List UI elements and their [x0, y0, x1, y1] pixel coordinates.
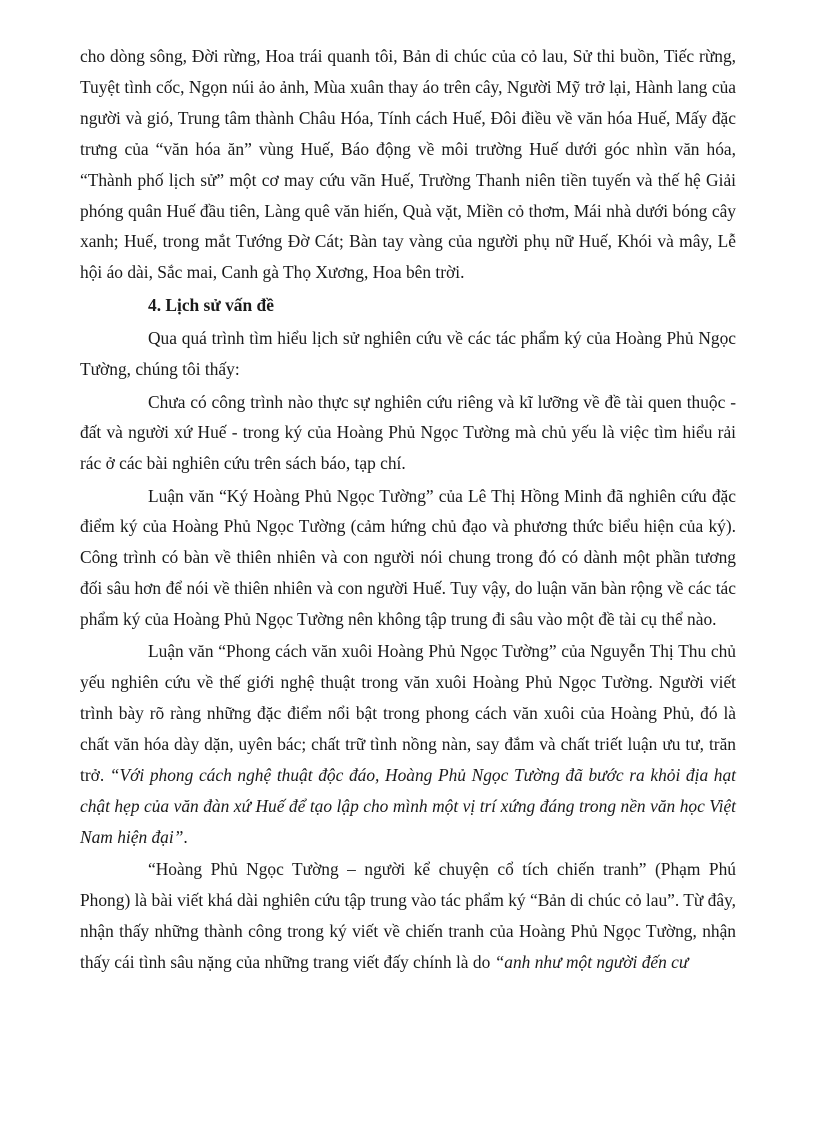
document-body [80, 41, 736, 979]
paragraph-3: Luận văn “Ký Hoàng Phủ Ngọc Tường” của Lê Thị Hồng Minh đã nghiên cứu đặc điểm ký của Hoàng Phủ Ngọc Tường (cảm hứng chủ đạo và phương thức biểu hiện của ký). Công trình có bàn về thiên nhiên và con người nói chung trong đó có dành một phần tương đối sâu hơn để nói về thiên nhiên và con người Huế. Tuy vậy, do luận văn bàn rộng về các tác phẩm ký của Hoàng Phủ Ngọc Tường nên không tập trung đi sâu vào một đề tài cụ thể nào. [80, 485, 736, 630]
paragraph-5 [80, 854, 736, 978]
paragraph-4-end: . [183, 826, 188, 847]
paragraph-4-quote: “Với phong cách nghệ thuật độc đáo, Hoàng Phủ Ngọc Tường đã bước ra khỏi địa hạt chật hẹp của văn đàn xứ Huế để tạo lập cho mình một vị trí xứng đáng trong nền văn học Việt Nam hiện đại” [80, 765, 736, 847]
section-heading: 4. Lịch sử vấn đề [148, 294, 274, 315]
paragraph-5-text: “Hoàng Phủ Ngọc Tường – người kể chuyện cổ tích chiến tranh” (Phạm Phú Phong) là bài viết khá dài nghiên cứu tập trung vào tác phẩm ký “Bản di chúc cỏ lau”. Từ đây, nhận thấy những thành công trong ký viết về chiến tranh của Hoàng Phủ Ngọc Tường, nhận thấy cái tình sâu nặng của những trang viết đấy chính là do [80, 859, 736, 972]
paragraph-2: Chưa có công trình nào thực sự nghiên cứu riêng và kĩ lưỡng về đề tài quen thuộc - đất và người xứ Huế - trong ký của Hoàng Phủ Ngọc Tường mà chủ yếu là việc tìm hiểu rải rác ở các bài nghiên cứu trên sách báo, tạp chí. [80, 391, 736, 474]
paragraph-intro: cho dòng sông, Đời rừng, Hoa trái quanh tôi, Bản di chúc của cỏ lau, Sử thi buồn, Tiếc rừng, Tuyệt tình cốc, Ngọn núi ảo ảnh, Mùa xuân thay áo trên cây, Người Mỹ trở lại, Hành lang của người và gió, Trung tâm thành Châu Hóa, Tính cách Huế, Đôi điều về văn hóa Huế, Mấy đặc trưng của “văn hóa ăn” vùng Huế, Báo động về môi trường Huế dưới góc nhìn văn hóa, “Thành phố lịch sử” một cơ may cứu vãn Huế, Trường Thanh niên tiền tuyến và thế hệ Giải phóng quân Huế đầu tiên, Làng quê văn hiến, Quà vặt, Miền cỏ thơm, Mái nhà dưới bóng cây xanh; Huế, trong mắt Tướng Đờ Cát; Bàn tay vàng của người phụ nữ Huế, Khói và mây, Lễ hội áo dài, Sắc mai, Canh gà Thọ Xương, Hoa bên trời. [80, 46, 736, 283]
paragraph-4-text: Luận văn “Phong cách văn xuôi Hoàng Phủ Ngọc Tường” của Nguyễn Thị Thu chủ yếu nghiên cứu về thế giới nghệ thuật trong văn xuôi Hoàng Phủ Ngọc Tường. Người viết trình bày rõ ràng những đặc điểm nổi bật trong phong cách văn xuôi của Hoàng Phủ, đó là chất văn hóa dày dặn, uyên bác; chất trữ tình nồng nàn, say đắm và chất triết luận ưu tư, trăn trở. [80, 641, 736, 786]
paragraph-5-quote: “anh như một người đến cư [494, 951, 689, 972]
paragraph-1: Qua quá trình tìm hiểu lịch sử nghiên cứu về các tác phẩm ký của Hoàng Phủ Ngọc Tường, chúng tôi thấy: [80, 328, 736, 380]
paragraph-4 [80, 636, 736, 852]
